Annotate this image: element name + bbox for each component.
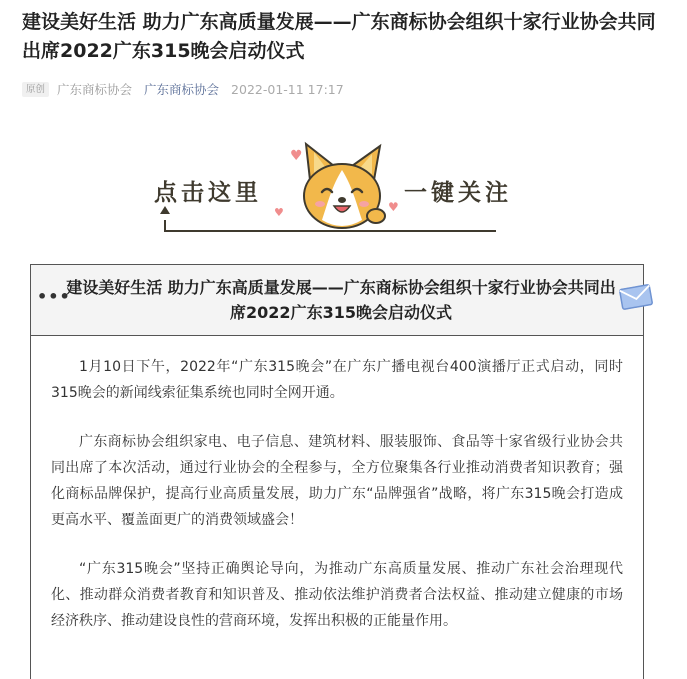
more-dots-icon[interactable]: •••	[37, 287, 71, 306]
heart-icon: ♥	[388, 200, 399, 214]
heart-icon: ♥	[290, 148, 303, 164]
paragraph: 1月10日下午，2022年“广东315晚会”在广东广播电视台400演播厅正式启动，同时315晚会的新闻线索征集系统也同时全网开通。	[51, 359, 623, 401]
follow-banner[interactable]	[140, 140, 540, 240]
card-body	[30, 336, 644, 679]
click-here-text: 点击这里	[154, 180, 262, 206]
paragraph: 广东商标协会组织家电、电子信息、建筑材料、服装服饰、食品等十家省级行业协会共同出席了本次活动，通过行业协会的全程参与，全方位聚集各行业推动消费者知识教育；强化商标品牌保护，提高行业高质量发展，助力广东“品牌强省”战略，将广东315晚会打造成更高水平、覆盖面更广的消费领域盛会！	[51, 434, 623, 528]
arrow-up-icon	[160, 206, 170, 214]
envelope-icon	[618, 283, 653, 310]
card-title-box	[30, 264, 644, 336]
corgi-mascot-icon	[292, 140, 392, 238]
publish-date: 2022-01-11 17:17	[231, 81, 344, 97]
card-title: 建设美好生活 助力广东高质量发展——广东商标协会组织十家行业协会共同出席2022广东315晚会启动仪式	[66, 278, 616, 322]
original-badge: 原创	[22, 82, 49, 97]
article-title: 建设美好生活 助力广东高质量发展——广东商标协会组织十家行业协会共同出席2022广东315晚会启动仪式	[22, 11, 656, 62]
paragraph: “广东315晚会”坚持正确舆论导向，为推动广东高质量发展、推动广东社会治理现代化、推动群众消费者教育和知识普及、推动依法维护消费者合法权益、推动建立健康的市场经济秩序、推动建设良性的营商环境，发挥出积极的正能量作用。	[51, 561, 623, 629]
author-name: 广东商标协会	[57, 82, 133, 97]
account-link[interactable]: 广东商标协会	[144, 82, 220, 97]
article-meta	[22, 80, 344, 98]
heart-icon: ♥	[274, 206, 284, 219]
one-click-follow-text: 一键关注	[404, 180, 512, 206]
